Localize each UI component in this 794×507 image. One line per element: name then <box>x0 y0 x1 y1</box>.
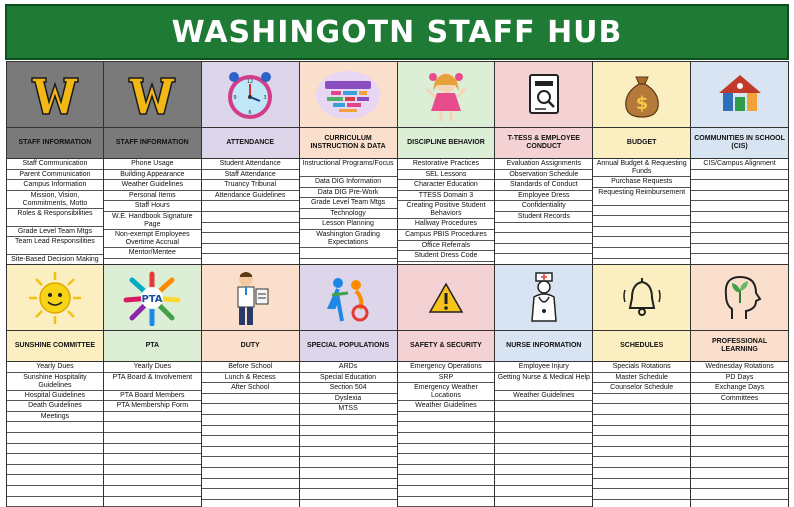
section-title[interactable]: NURSE INFORMATION <box>495 331 592 362</box>
empty-row <box>593 404 690 415</box>
section-link[interactable]: Standards of Conduct <box>495 180 592 191</box>
section-link[interactable]: Before School <box>202 362 299 373</box>
section-link[interactable]: Restorative Practices <box>398 159 495 170</box>
empty-row <box>691 170 788 181</box>
section-link[interactable]: Data DIG Information <box>300 177 397 188</box>
empty-row <box>691 404 788 415</box>
empty-row <box>691 489 788 500</box>
empty-row <box>495 412 592 423</box>
section-title[interactable]: STAFF INFORMATION <box>7 128 103 159</box>
section-link[interactable]: Yearly Dues <box>104 362 201 373</box>
section-link[interactable]: Student Dress Code <box>398 251 495 262</box>
section-title[interactable]: BUDGET <box>593 128 690 159</box>
top-section-column <box>398 61 496 290</box>
empty-row <box>202 489 299 500</box>
section-link[interactable]: Yearly Dues <box>7 362 103 373</box>
empty-row <box>495 465 592 476</box>
cis-logo-icon[interactable] <box>691 62 788 128</box>
empty-row <box>691 500 788 507</box>
section-link[interactable]: Staff Communication <box>7 159 103 170</box>
section-link[interactable]: Data DIG Pre-Work <box>300 188 397 199</box>
bottom-section-column <box>593 264 691 507</box>
empty-row <box>7 497 103 507</box>
section-link[interactable]: Emergency Weather Locations <box>398 383 495 401</box>
section-link[interactable]: Section 504 <box>300 383 397 394</box>
section-title[interactable]: STAFF INFORMATION <box>104 128 201 159</box>
bottom-section-column <box>691 264 789 507</box>
section-link[interactable]: Lesson Planning <box>300 219 397 230</box>
empty-row <box>7 475 103 486</box>
pta-hands-icon[interactable] <box>104 265 201 331</box>
empty-row <box>691 223 788 234</box>
section-link[interactable]: SRP <box>398 373 495 384</box>
nurse-icon[interactable] <box>495 265 592 331</box>
empty-row <box>593 447 690 458</box>
section-link[interactable]: Purchase Requests <box>593 177 690 188</box>
svg-text:9: 9 <box>233 94 237 101</box>
empty-row <box>300 500 397 507</box>
svg-text:12: 12 <box>247 78 254 85</box>
empty-row <box>691 426 788 437</box>
empty-row <box>202 244 299 255</box>
empty-row <box>691 244 788 255</box>
empty-row <box>495 401 592 412</box>
section-link[interactable]: Grade Level Team Mtgs <box>7 227 103 238</box>
empty-row <box>398 412 495 423</box>
section-link[interactable]: Exchange Days <box>691 383 788 394</box>
section-link[interactable]: Student Records <box>495 212 592 223</box>
empty-row <box>593 415 690 426</box>
empty-row <box>398 422 495 433</box>
empty-row <box>593 394 690 405</box>
empty-row <box>104 454 201 465</box>
section-link[interactable]: Lunch & Recess <box>202 373 299 384</box>
empty-row <box>7 486 103 497</box>
empty-row <box>202 457 299 468</box>
empty-row <box>495 223 592 234</box>
section-link[interactable]: PD Days <box>691 373 788 384</box>
empty-row <box>495 233 592 244</box>
empty-row <box>202 415 299 426</box>
section-link[interactable]: Weather Guidelines <box>104 180 201 191</box>
section-link[interactable]: Personal Items <box>104 191 201 202</box>
empty-row <box>495 475 592 486</box>
empty-row <box>7 444 103 455</box>
section-link[interactable]: Technology <box>300 209 397 220</box>
section-link[interactable]: W.E. Handbook Signature Page <box>104 212 201 230</box>
empty-row <box>104 444 201 455</box>
clock-icon[interactable] <box>202 62 299 128</box>
empty-row <box>691 457 788 468</box>
empty-row <box>300 248 397 259</box>
section-link[interactable]: Weather Guidelines <box>495 391 592 402</box>
section-link[interactable]: Observation Schedule <box>495 170 592 181</box>
section-title[interactable]: DISCIPLINE BEHAVIOR <box>398 128 495 159</box>
section-title[interactable]: SAFETY & SECURITY <box>398 331 495 362</box>
section-link[interactable]: Staff Hours <box>104 201 201 212</box>
section-title[interactable]: T-TESS & EMPLOYEE CONDUCT <box>495 128 592 159</box>
empty-row <box>300 468 397 479</box>
empty-row <box>593 216 690 227</box>
empty-row <box>495 244 592 255</box>
section-link[interactable]: Office Referrals <box>398 241 495 252</box>
top-section-column <box>202 61 300 290</box>
section-link[interactable]: Meetings <box>7 412 103 423</box>
empty-row <box>495 486 592 497</box>
top-section <box>6 61 789 290</box>
section-link[interactable]: Student Attendance <box>202 159 299 170</box>
svg-text:PTA: PTA <box>141 293 163 305</box>
empty-row <box>593 237 690 248</box>
section-title[interactable]: PROFESSIONAL LEARNING <box>691 331 788 362</box>
empty-row <box>7 433 103 444</box>
section-link[interactable]: Confidentiality <box>495 201 592 212</box>
section-link[interactable]: Sunshine Hospitality Guidelines <box>7 373 103 391</box>
section-link[interactable]: Special Education <box>300 373 397 384</box>
empty-row <box>300 436 397 447</box>
section-title[interactable]: SCHEDULES <box>593 331 690 362</box>
empty-row <box>104 412 201 423</box>
section-link[interactable]: Dyslexia <box>300 394 397 405</box>
document-icon[interactable] <box>495 62 592 128</box>
section-title[interactable]: SPECIAL POPULATIONS <box>300 331 397 362</box>
empty-row <box>398 454 495 465</box>
top-section-column <box>300 61 398 290</box>
section-link[interactable]: Washington Grading Expectations <box>300 230 397 248</box>
section-link[interactable]: Character Education <box>398 180 495 191</box>
empty-row <box>300 457 397 468</box>
w-logo-icon[interactable] <box>104 62 201 128</box>
section-link[interactable]: Creating Positive Student Behaviors <box>398 201 495 219</box>
section-link[interactable]: Team Lead Responsilities <box>7 237 103 255</box>
section-link[interactable]: Specials Rotations <box>593 362 690 373</box>
sun-icon[interactable] <box>7 265 103 331</box>
empty-row <box>691 436 788 447</box>
empty-row <box>691 468 788 479</box>
empty-row <box>202 233 299 244</box>
empty-row <box>300 489 397 500</box>
section-link[interactable]: Counselor Schedule <box>593 383 690 394</box>
empty-row <box>104 433 201 444</box>
top-section-column <box>593 61 691 290</box>
empty-row <box>104 475 201 486</box>
empty-row <box>104 422 201 433</box>
section-link[interactable]: Hospital Guidelines <box>7 391 103 402</box>
section-title[interactable]: PTA <box>104 331 201 362</box>
empty-row <box>495 454 592 465</box>
people-icon[interactable] <box>300 265 397 331</box>
empty-row <box>691 479 788 490</box>
section-link[interactable]: Getting Nurse & Medical Help <box>495 373 592 391</box>
page-title-banner <box>5 4 789 60</box>
empty-row <box>398 497 495 507</box>
section-link[interactable]: Campus PBIS Procedures <box>398 230 495 241</box>
empty-row <box>691 191 788 202</box>
section-link[interactable]: Site-Based Decision Making <box>7 255 103 273</box>
section-link[interactable]: Grade Level Team Mtgs <box>300 198 397 209</box>
section-title[interactable]: COMMUNITIES IN SCHOOL (CIS) <box>691 128 788 159</box>
section-link[interactable]: Mission, Vision, Commitments, Motto <box>7 191 103 209</box>
section-link[interactable]: Employee Dress <box>495 191 592 202</box>
section-link[interactable]: MTSS <box>300 404 397 415</box>
section-link[interactable]: SEL Lessons <box>398 170 495 181</box>
section-link[interactable]: Campus Information <box>7 180 103 191</box>
section-link[interactable]: Non-exempt Employees Overtime Accrual <box>104 230 201 248</box>
top-section-column <box>104 61 202 290</box>
empty-row <box>202 394 299 405</box>
bottom-section-column <box>300 264 398 507</box>
bottom-section-column <box>495 264 593 507</box>
empty-row <box>398 433 495 444</box>
bottom-section-column <box>104 264 202 507</box>
top-section-column <box>495 61 593 290</box>
bottom-section <box>6 264 789 507</box>
empty-row <box>495 444 592 455</box>
empty-row <box>495 422 592 433</box>
bell-icon[interactable] <box>593 265 690 331</box>
word-cloud-icon[interactable] <box>300 62 397 128</box>
section-link[interactable]: TTESS Domain 3 <box>398 191 495 202</box>
section-title[interactable]: ATTENDANCE <box>202 128 299 159</box>
empty-row <box>104 497 201 507</box>
head-plant-icon[interactable] <box>691 265 788 331</box>
empty-row <box>202 426 299 437</box>
empty-row <box>593 500 690 507</box>
section-link[interactable]: Death Guidelines <box>7 401 103 412</box>
empty-row <box>202 436 299 447</box>
page-title: WASHINGOTN STAFF HUB <box>171 14 623 50</box>
empty-row <box>398 444 495 455</box>
empty-row <box>300 426 397 437</box>
empty-row <box>593 479 690 490</box>
empty-row <box>398 486 495 497</box>
empty-row <box>202 212 299 223</box>
warning-icon[interactable] <box>398 265 495 331</box>
empty-row <box>202 201 299 212</box>
empty-row <box>593 248 690 259</box>
empty-row <box>202 479 299 490</box>
empty-row <box>7 454 103 465</box>
empty-row <box>7 465 103 476</box>
empty-row <box>593 489 690 500</box>
empty-row <box>691 212 788 223</box>
section-link[interactable]: Instructional Programs/Focus <box>300 159 397 177</box>
empty-row <box>691 180 788 191</box>
empty-row <box>202 404 299 415</box>
section-link[interactable]: Staff Attendance <box>202 170 299 181</box>
empty-row <box>202 223 299 234</box>
empty-row <box>495 497 592 507</box>
money-bag-icon[interactable] <box>593 62 690 128</box>
section-link[interactable]: Requesting Reimbursement <box>593 188 690 206</box>
section-link[interactable]: Hallway Procedures <box>398 219 495 230</box>
empty-row <box>7 422 103 433</box>
section-link[interactable]: PTA Membership Form <box>104 401 201 412</box>
empty-row <box>593 436 690 447</box>
section-title[interactable]: DUTY <box>202 331 299 362</box>
section-title[interactable]: CURRICULUM INSTRUCTION & DATA <box>300 128 397 159</box>
section-link[interactable]: PTA Board & Involvement <box>104 373 201 391</box>
empty-row <box>300 415 397 426</box>
section-link[interactable]: Phone Usage <box>104 159 201 170</box>
top-section-column <box>691 61 789 290</box>
empty-row <box>691 447 788 458</box>
girl-icon[interactable] <box>398 62 495 128</box>
section-link[interactable]: Evaluation Assignments <box>495 159 592 170</box>
empty-row <box>202 500 299 507</box>
w-logo-icon[interactable] <box>7 62 103 128</box>
section-link[interactable]: Committees <box>691 394 788 405</box>
section-link[interactable]: Employee Injury <box>495 362 592 373</box>
section-link[interactable]: ARDs <box>300 362 397 373</box>
empty-row <box>202 447 299 458</box>
svg-text:3: 3 <box>263 94 267 101</box>
section-link[interactable]: Parent Communication <box>7 170 103 181</box>
section-link[interactable]: Mentor/Mentee <box>104 248 201 259</box>
empty-row <box>691 233 788 244</box>
empty-row <box>691 415 788 426</box>
bottom-section-column <box>6 264 104 507</box>
section-link[interactable]: CIS/Campus Alignment <box>691 159 788 170</box>
teacher-icon[interactable] <box>202 265 299 331</box>
empty-row <box>593 227 690 238</box>
empty-row <box>495 433 592 444</box>
empty-row <box>104 486 201 497</box>
section-link[interactable]: Truancy Tribunal <box>202 180 299 191</box>
section-link[interactable]: Roles & Responsibilities <box>7 209 103 227</box>
empty-row <box>593 457 690 468</box>
empty-row <box>104 465 201 476</box>
section-link[interactable]: Emergency Operations <box>398 362 495 373</box>
empty-row <box>593 426 690 437</box>
empty-row <box>398 465 495 476</box>
section-link[interactable]: Annual Budget & Requesting Funds <box>593 159 690 177</box>
section-link[interactable]: Master Schedule <box>593 373 690 384</box>
empty-row <box>593 468 690 479</box>
empty-row <box>202 468 299 479</box>
bottom-section-column <box>398 264 496 507</box>
empty-row <box>300 447 397 458</box>
section-link[interactable]: Building Appearance <box>104 170 201 181</box>
section-link[interactable]: Wednesday Rotations <box>691 362 788 373</box>
empty-row <box>691 201 788 212</box>
section-link[interactable]: After School <box>202 383 299 394</box>
svg-text:$: $ <box>635 92 648 114</box>
empty-row <box>300 479 397 490</box>
empty-row <box>398 475 495 486</box>
section-link[interactable]: Weather Guidelines <box>398 401 495 412</box>
svg-text:6: 6 <box>248 109 252 116</box>
bottom-section-column <box>202 264 300 507</box>
section-link[interactable]: PTA Board Members <box>104 391 201 402</box>
section-link[interactable]: Attendance Guidelines <box>202 191 299 202</box>
section-title[interactable]: SUNSHINE COMMITTEE <box>7 331 103 362</box>
top-section-column <box>6 61 104 290</box>
empty-row <box>593 206 690 217</box>
